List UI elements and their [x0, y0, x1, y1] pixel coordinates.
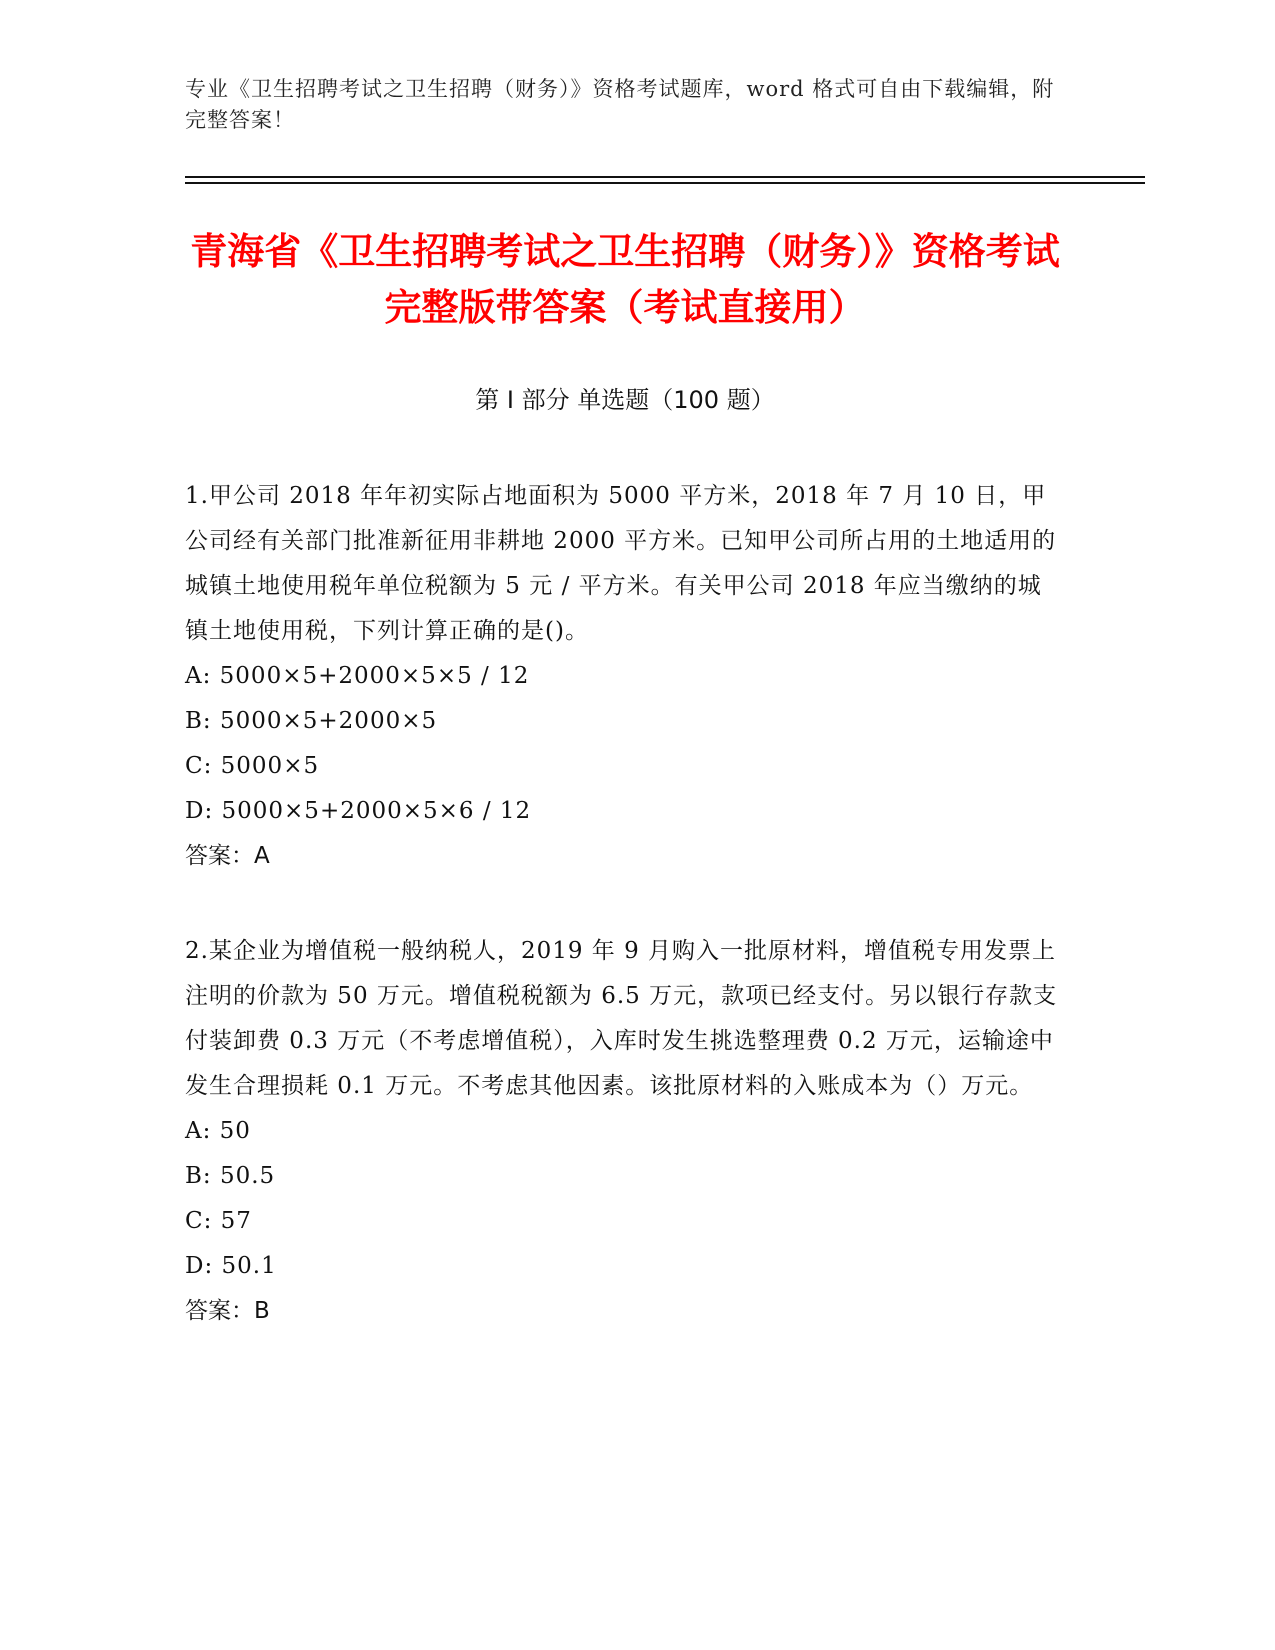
question-stem: 1.甲公司 2018 年年初实际占地面积为 5000 平方米，2018 年 7 月 10 日，甲公司经有关部门批准新征用非耕地 2000 平方米。已知甲公司所占用的土地适用的城镇土地使用税年单位税额为 5 元 / 平方米。有关甲公司 2018 年应当缴纳的城镇土地使用税，下列计算正确的是()。: [185, 483, 1057, 644]
option-a: A: 50: [185, 1118, 251, 1144]
answer: 答案：B: [185, 1298, 270, 1324]
header-rule-top: [185, 176, 1145, 178]
question-1: [185, 474, 1065, 879]
section-title: 第 I 部分 单选题（100 题）: [475, 386, 775, 414]
question-stem: 2.某企业为增值税一般纳税人，2019 年 9 月购入一批原材料，增值税专用发票上注明的价款为 50 万元。增值税税额为 6.5 万元，款项已经支付。另以银行存款支付装卸费 0.3 万元（不考虑增值税），入库时发生挑选整理费 0.2 万元，运输途中发生合理损耗 0.1 万元。不考虑其他因素。该批原材料的入账成本为（）万元。: [185, 938, 1058, 1099]
option-c: C: 5000×5: [185, 753, 320, 779]
option-d: D: 5000×5+2000×5×6 / 12: [185, 798, 532, 824]
header-rule-bottom: [185, 182, 1145, 184]
option-c: C: 57: [185, 1208, 252, 1234]
document-title: 青海省《卫生招聘考试之卫生招聘（财务）》资格考试完整版带答案（考试直接用）: [190, 230, 1060, 329]
option-a: A: 5000×5+2000×5×5 / 12: [185, 663, 530, 689]
option-d: D: 50.1: [185, 1253, 277, 1279]
header-note: 专业《卫生招聘考试之卫生招聘（财务）》资格考试题库，word 格式可自由下载编辑，附完整答案！: [185, 77, 1055, 132]
answer: 答案：A: [185, 843, 270, 869]
question-2: [185, 929, 1065, 1334]
option-b: B: 50.5: [185, 1163, 276, 1189]
option-b: B: 5000×5+2000×5: [185, 708, 438, 734]
